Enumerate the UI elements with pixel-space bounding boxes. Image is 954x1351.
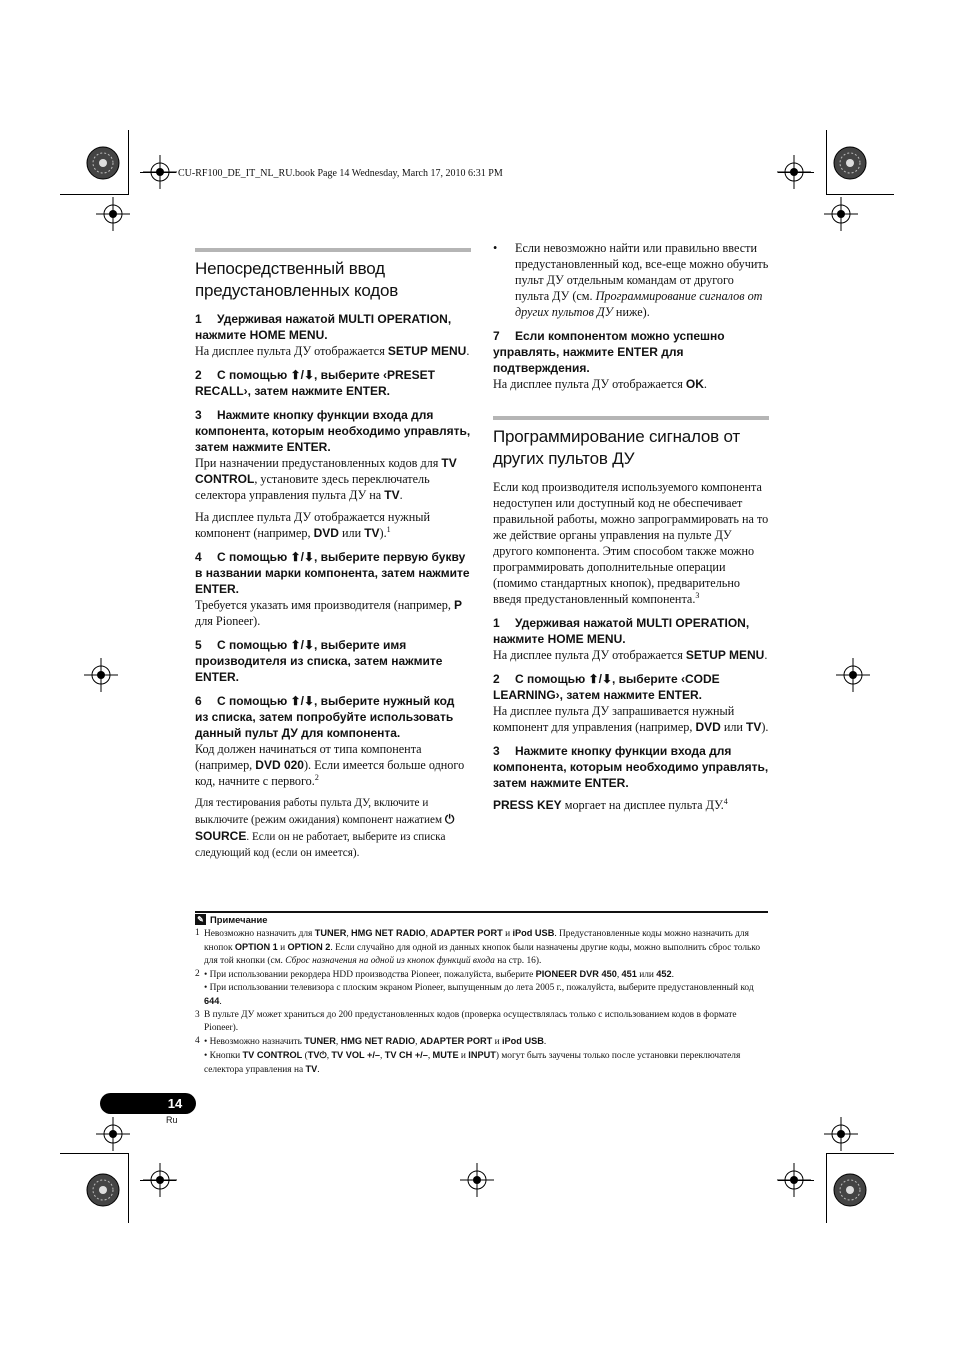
crosshair-icon <box>777 155 811 189</box>
left-column <box>195 248 471 861</box>
crosshair-icon <box>143 155 177 189</box>
page-number: 14 <box>167 1096 183 1111</box>
footnote-3: 3 В пульте ДУ может храниться до 200 предустановленных кодов (проверка осуществлялась только с использованием кодов в формате Pioneer). <box>195 1010 737 1033</box>
step-1: 1 Удерживая нажатой MULTI OPERATION, нажмите HOME MENU. <box>195 312 452 342</box>
page-language: Ru <box>166 1115 178 1125</box>
list-item: • Если невозможно найти или правильно ввести предустановленный код, все-еще можно обучить пульт ДУ отдельным командам от другого пульта ДУ (см. Программирование сигналов от других пультов ДУ ниже). <box>493 241 769 319</box>
crosshair-icon <box>824 197 858 231</box>
crosshair-icon <box>96 197 130 231</box>
crosshair-icon <box>824 1117 858 1151</box>
step-3-text-2: На дисплее пульта ДУ отображается нужный компонент (например, DVD или TV).$^1$ <box>195 510 430 540</box>
step-6-text-2: Для тестирования работы пульта ДУ, включите и выключите (режим ожидания) компонент нажатием ⏻ SOURCE. Если он не работает, выберите из списка следующий код (если он имеется). <box>195 797 455 859</box>
learn-step-3: 3 Нажмите кнопку функции входа для компонента, которым необходимо управлять, затем нажмите ENTER. <box>493 744 769 790</box>
learn-step-2-text: На дисплее пульта ДУ запрашивается нужный компонент для управления (например, DVD или TV). <box>493 704 769 734</box>
step-6: 6 С помощью ⬆/⬇, выберите нужный код из списка, затем попробуйте использовать данный пульт ДУ для компонента. <box>195 694 455 740</box>
notes-section <box>195 913 770 1077</box>
registration-target-icon <box>85 145 121 181</box>
footnote-1: 1 Невозможно назначить для TUNER, HMG NET RADIO, ADAPTER PORT и iPod USB. Предустановленные коды можно назначить для кнопок OPTION 1 и OPTION 2. Если случайно для одной из данных кнопок были назначены другие коды, можно выполнить сброс только для той кнопки (см. Сброс назначения на одной из кнопок функций входа на стр. 16). <box>195 928 761 966</box>
step-7: 7 Если компонентом можно успешно управлять, нажмите ENTER для подтверждения. <box>493 329 725 375</box>
book-header-line: CU-RF100_DE_IT_NL_RU.book Page 14 Wednesday, March 17, 2010 6:31 PM <box>178 168 503 179</box>
step-5: 5 С помощью ⬆/⬇, выберите имя производителя из списка, затем нажмите ENTER. <box>195 638 443 684</box>
section-bar <box>195 248 471 252</box>
crosshair-icon <box>460 1163 494 1197</box>
step-7-text: На дисплее пульта ДУ отображается OK. <box>493 377 707 391</box>
section-intro: Если код производителя используемого компонента недоступен или доступный код не обеспечивает правильной работы, можно запрограммировать на то же действие органы управления на пульте ДУ другого компонента. Этим способом также можно программировать дополнительные операции (помимо стандартных кнопок), предварительно введя предустановленный компонента.$^3$ <box>493 480 769 606</box>
registration-target-icon <box>85 1172 121 1208</box>
crosshair-icon <box>96 1117 130 1151</box>
section-bar <box>493 416 769 420</box>
note-header: ✎ Примечание <box>195 913 770 926</box>
right-column <box>493 240 769 813</box>
crosshair-icon <box>143 1163 177 1197</box>
step-1-text: На дисплее пульта ДУ отображается SETUP MENU. <box>195 344 470 358</box>
learn-step-2: 2 С помощью ⬆/⬇, выберите ‹CODE LEARNING›, затем нажмите ENTER. <box>493 672 720 702</box>
crosshair-icon <box>84 658 118 692</box>
learn-step-3-text: PRESS KEY моргает на дисплее пульта ДУ.$^4$ <box>493 796 728 812</box>
footnote-4: 4 • Невозможно назначить TUNER, HMG NET RADIO, ADAPTER PORT и iPod USB. • Кнопки TV CONTROL (TV⏻, TV VOL +/–, TV CH +/–, MUTE и INPUT) могут быть заучены только после установки переключателя селектора управления на TV. <box>195 1036 741 1075</box>
crosshair-icon <box>777 1163 811 1197</box>
step-6-text: Код должен начинаться от типа компонента (например, DVD 020). Если имеется больше одного код, начните с первого.$^2$ <box>195 742 465 788</box>
step-3: 3 Нажмите кнопку функции входа для компонента, которым необходимо управлять, затем нажмите ENTER. <box>195 408 471 454</box>
crosshair-icon <box>836 658 870 692</box>
step-3-text: При назначении предустановленных кодов для TV CONTROL, установите здесь переключатель селектора управления пульта ДУ на TV. <box>195 456 457 502</box>
learn-step-1-text: На дисплее пульта ДУ отображается SETUP MENU. <box>493 648 768 662</box>
step-4-text: Требуется указать имя производителя (например, P для Pioneer). <box>195 598 463 628</box>
learn-step-1: 1 Удерживая нажатой MULTI OPERATION, нажмите HOME MENU. <box>493 616 750 646</box>
step-2: 2 С помощью ⬆/⬇, выберите ‹PRESET RECALL›, затем нажмите ENTER. <box>195 368 435 398</box>
registration-target-icon <box>832 145 868 181</box>
note-pencil-icon: ✎ <box>195 914 206 925</box>
registration-target-icon <box>832 1172 868 1208</box>
section-title-learning: Программирование сигналов от других пультов ДУ <box>493 427 741 468</box>
section-title-direct-input: Непосредственный ввод предустановленных кодов <box>195 259 399 300</box>
footnote-2: 2 • При использовании рекордера HDD производства Pioneer, пожалуйста, выберите PIONEER DVR 450, 451 или 452. • При использовании телевизора с плоским экраном Pioneer, выпущенным до лета 2005 г., пожалуйста, выберите предустановленный код 644. <box>195 969 754 1007</box>
step-4: 4 С помощью ⬆/⬇, выберите первую букву в названии марки компонента, затем нажмите ENTER. <box>195 550 470 596</box>
